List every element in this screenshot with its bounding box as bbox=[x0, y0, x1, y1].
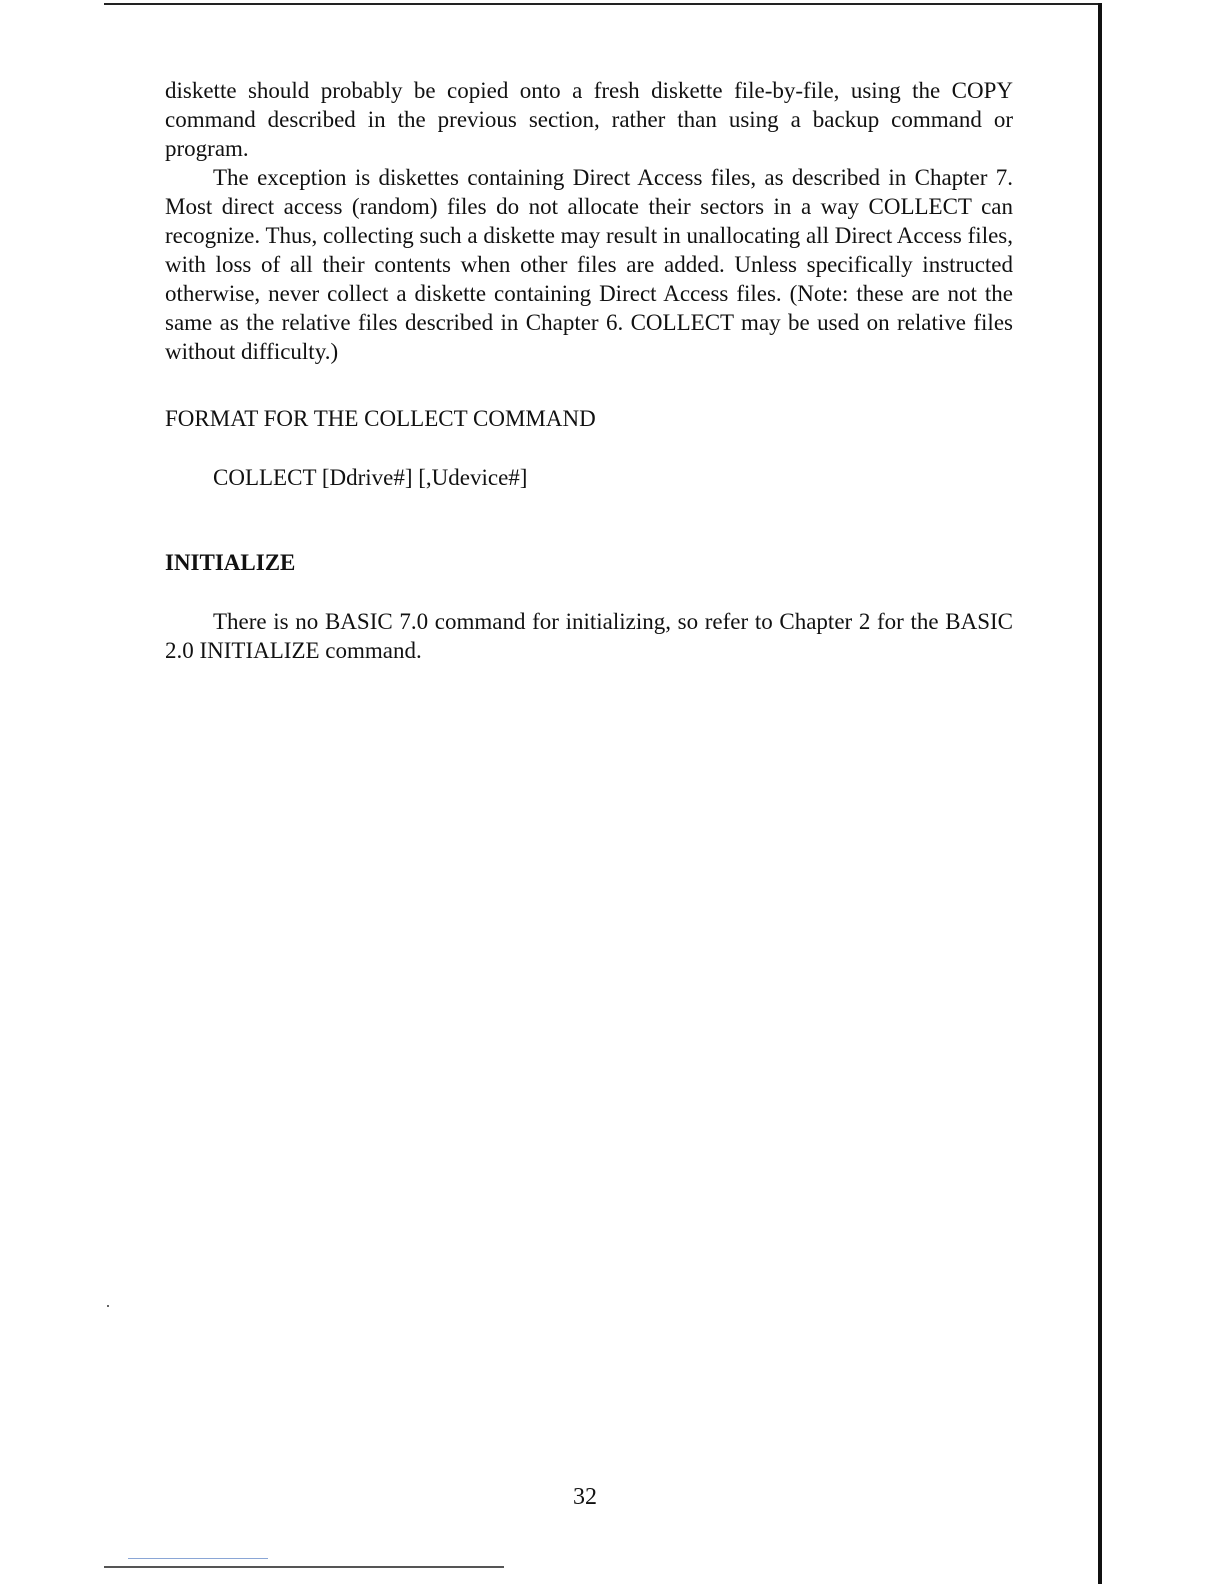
paragraph-continued: diskette should probably be copied onto a fresh diskette file-by-file, using the COPY command described in the previous section, rather than using a backup command or program. bbox=[165, 78, 1013, 161]
top-border-rule bbox=[104, 3, 1102, 5]
page-number: 32 bbox=[573, 1484, 597, 1510]
section-title-initialize: INITIALIZE bbox=[165, 550, 296, 575]
paragraph-direct-access-exception: The exception is diskettes containing Direct Access files, as described in Chapter 7. Most direct access (random) files do not allocate their sectors in a way COLLECT can recognize. Thus, collecting such a diskette may result in unallocating all Direct Access files, with loss of all their contents when other files are added. Unless specifically instructed otherwise, never collect a diskette containing Direct Access files. (Note: these are not the same as the relative files described in Chapter 6. COLLECT may be used on relative files without difficulty.) bbox=[165, 165, 1013, 364]
scan-speck bbox=[107, 1305, 109, 1307]
bottom-scan-line bbox=[128, 1558, 268, 1559]
bottom-border-rule bbox=[104, 1566, 504, 1568]
format-heading: FORMAT FOR THE COLLECT COMMAND bbox=[165, 406, 596, 431]
paragraph-initialize: There is no BASIC 7.0 command for initializing, so refer to Chapter 2 for the BASIC 2.0 INITIALIZE command. bbox=[165, 609, 1013, 663]
right-border-rule bbox=[1098, 3, 1102, 1584]
page-body bbox=[165, 76, 1013, 665]
format-syntax: COLLECT [Ddrive#] [,Udevice#] bbox=[213, 465, 528, 490]
